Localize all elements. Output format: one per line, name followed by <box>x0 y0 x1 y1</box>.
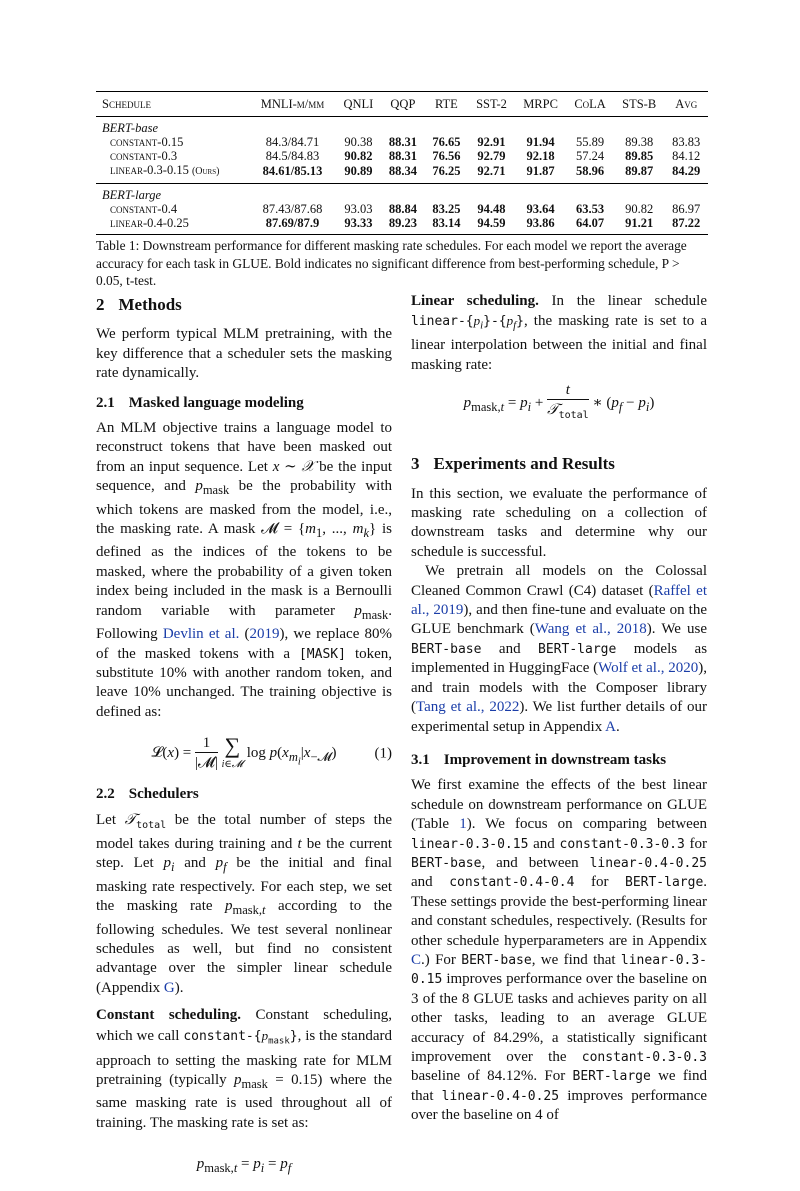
score-cell: 87.22 <box>672 216 701 230</box>
schedule-name-cell <box>96 216 249 230</box>
score-cell: 93.86 <box>526 216 555 230</box>
score-cell: 89.23 <box>388 216 417 230</box>
table-header-row <box>96 92 708 117</box>
score-cell: 83.25 <box>432 202 461 216</box>
score-cell: 92.18 <box>526 149 555 163</box>
experiments-setup-paragraph: We pretrain all models on the Colossal Cleaned Common Crawl (C4) dataset (Raffel et al., 2019), and then fine-tune and evaluate on the GLUE benchmark (Wang et al., 2018). We use BERT-base and BERT-large models as implemented in HuggingFace (Wolf et al., 2020), and train models with the Composer library (Tang et al., 2022). We list further details of our experimental setup in Appendix A. <box>411 563 708 735</box>
equation-linear: $p_{mask,t} = p_i$ + $\frac{t}{𝒯_{total}}$ ∗ $(p_f - p_i)$ <box>463 382 655 422</box>
citation-raffel[interactable]: Raffel et al., 2019 <box>411 582 707 619</box>
methods-intro: We perform typical MLM pretraining, with the key difference that a scheduler sets the masking rate dynamically. <box>96 326 392 382</box>
table-group-label: BERT-large <box>102 188 162 202</box>
experiments-intro: In this section, we evaluate the performance of masking rate scheduling on a collection of downstream tasks and determine why our schedule is successful. <box>411 485 707 560</box>
citation-tang[interactable]: Tang et al., 2022 <box>416 699 520 716</box>
table-header-cell: QNLI <box>336 92 382 117</box>
table-row <box>96 202 708 216</box>
score-cell: 91.87 <box>526 164 555 178</box>
citation-devlin-year[interactable]: 2019 <box>249 626 280 643</box>
score-cell: 90.82 <box>344 149 373 163</box>
mlm-paragraph: An MLM objective trains a language model to reconstruct tokens that have been masked out from an input sequence. Let x ∼ 𝒳 be the input sequence, and $p_{mask}$ be the probability with which tokens are masked from the model, i.e., the masking rate. A mask 𝓜 = {$m_1$, ..., $m_k$} is defined as the indices of the tokens to be masked, where the probability of a given token index being included in the mask is a Bernoulli random variable with parameter $p_{mask}$. Following Devlin et al. (2019), we replace 80% of the masked tokens with a [MASK] token, substitute 10% with another random token, and leave 10% unchanged. The training objective is defined as: <box>96 420 393 720</box>
table-spacer <box>96 230 708 235</box>
score-cell: 89.87 <box>625 164 654 178</box>
schedulers-paragraph: Let 𝒯$_{total}$ be the total number of steps the model takes during training and t be the current step. Let $p_i$ and $p_f$ be the initial and final masking rate respectively. For each step, we set the masking rate $p_{mask,t}$ according to the following schedules. We test several nonlinear schedules as well, but find no consistent advantage over the simpler linear schedule (Appendix G). <box>96 811 393 996</box>
section-heading-methods: 2 Methods <box>96 295 182 314</box>
ours-marker: (Ours) <box>191 166 220 177</box>
table-group-row <box>96 184 708 203</box>
table-row <box>96 216 708 230</box>
equation-constant: $p_{mask,t} = p_i = p_f$ <box>196 1156 292 1176</box>
score-cell: 89.38 <box>625 135 654 149</box>
score-cell: 86.97 <box>672 202 701 216</box>
right-column <box>411 292 707 1126</box>
score-cell: 92.71 <box>477 164 506 178</box>
table-row <box>96 163 708 179</box>
score-cell: 94.48 <box>477 202 506 216</box>
score-cell: 88.34 <box>388 164 417 178</box>
table-group-label: BERT-base <box>102 121 159 135</box>
score-cell: 84.5/84.83 <box>265 149 320 163</box>
table-row <box>96 149 708 163</box>
score-cell: 92.91 <box>477 135 506 149</box>
equation-number: (1) <box>374 744 392 761</box>
schedule-name-cell <box>96 163 249 179</box>
score-cell: 88.31 <box>388 135 417 149</box>
table-header-cell: Avg <box>664 92 708 117</box>
results-table-container <box>96 91 708 235</box>
schedule-name-cell <box>96 135 249 149</box>
score-cell: 92.79 <box>477 149 506 163</box>
score-cell: 76.65 <box>432 135 461 149</box>
score-cell: 58.96 <box>576 164 605 178</box>
score-cell: 64.07 <box>576 216 605 230</box>
subsection-heading-improvement: 3.1 Improvement in downstream tasks <box>411 751 667 768</box>
schedule-name: constant-0.15 <box>110 135 184 149</box>
improvement-paragraph: We first examine the effects of the best linear schedule on downstream performance on GLUE (Table 1). We focus on comparing between linear-0.3-0.15 and constant-0.3-0.3 for BERT-base, and between linear-0.4-0.25 and constant-0.4-0.4 for BERT-large. These settings provide the best-performing linear and constant schedules, respectively. (Results for other schedule hyperparameters are in Appendix C.) For BERT-base, we find that linear-0.3-0.15 improves performance over the baseline on 3 of the 8 GLUE tasks and achieves parity on all other tasks, leading to an average GLUE accuracy of 84.29%, a statistically significant improvement over the constant-0.3-0.3 baseline of 84.12%. For BERT-large we find that linear-0.4-0.25 improves performance over the baseline on 4 of <box>411 777 708 1124</box>
schedule-name-cell <box>96 202 249 216</box>
constant-scheduling-paragraph: Constant scheduling. Constant scheduling, which we call constant-$\{p_{mask}\}$, is the standard approach to setting the masking rate for MLM pretraining (typically $p_{mask} = 0.15$) where the same masking rate is used throughout all of training. The masking rate is set as: <box>96 1007 393 1131</box>
score-cell: 88.84 <box>388 202 417 216</box>
table-body <box>96 117 708 235</box>
citation-wang[interactable]: Wang et al., 2018 <box>534 621 647 638</box>
score-cell: 55.89 <box>576 135 605 149</box>
score-cell: 90.82 <box>625 202 654 216</box>
section-heading-experiments: 3 Experiments and Results <box>411 454 615 474</box>
table-row <box>96 135 708 149</box>
appendix-c-link[interactable]: C <box>411 951 422 968</box>
subsection-heading-mlm: 2.1 Masked language modeling <box>96 394 304 411</box>
schedule-name: constant-0.3 <box>110 149 178 163</box>
table-header-cell: STS-B <box>614 92 665 117</box>
score-cell: 83.14 <box>432 216 461 230</box>
appendix-g-link[interactable]: G <box>163 979 175 996</box>
score-cell: 87.69/87.9 <box>265 216 320 230</box>
score-cell: 91.94 <box>526 135 555 149</box>
score-cell: 93.03 <box>344 202 373 216</box>
table-1-link[interactable]: 1 <box>459 816 467 833</box>
score-cell: 57.24 <box>576 149 605 163</box>
schedule-name-cell <box>96 149 249 163</box>
citation-devlin[interactable]: Devlin et al. <box>162 626 240 643</box>
score-cell: 63.53 <box>576 202 605 216</box>
score-cell: 84.3/84.71 <box>265 135 320 149</box>
score-cell: 76.56 <box>432 149 461 163</box>
score-cell: 84.61/85.13 <box>262 164 323 178</box>
citation-wolf[interactable]: Wolf et al., 2020 <box>598 660 699 677</box>
appendix-a-link[interactable]: A <box>605 718 616 735</box>
score-cell: 93.64 <box>526 202 555 216</box>
score-cell: 89.85 <box>625 149 654 163</box>
table-header-cell: CoLA <box>566 92 614 117</box>
table-caption: Table 1: Downstream performance for different masking rate schedules. For each model we report the average accuracy for each task in GLUE. Bold indicates no significant difference from best-performing schedule, P > 0.05, t-test. <box>96 238 687 288</box>
score-cell: 88.31 <box>388 149 417 163</box>
score-cell: 91.21 <box>625 216 654 230</box>
left-column <box>96 292 392 1191</box>
score-cell: 93.33 <box>344 216 373 230</box>
table-header-cell: MNLI-m/mm <box>249 92 335 117</box>
score-cell: 94.59 <box>477 216 506 230</box>
schedule-name: constant-0.4 <box>110 202 178 216</box>
subsection-heading-schedulers: 2.2 Schedulers <box>96 786 199 803</box>
score-cell: 76.25 <box>432 164 461 178</box>
score-cell: 90.38 <box>344 135 373 149</box>
table-header-cell: Schedule <box>96 92 249 117</box>
table-header-cell: QQP <box>381 92 424 117</box>
score-cell: 84.29 <box>672 164 701 178</box>
schedule-name: linear-0.4-0.25 <box>110 216 189 230</box>
linear-scheduling-paragraph: Linear scheduling. In the linear schedule linear-$\{p_i\}-\{p_f\}$, the masking rate is set to a linear interpolation between the initial and final masking rate: <box>411 293 708 373</box>
table-header-cell: SST-2 <box>468 92 515 117</box>
score-cell: 87.43/87.68 <box>262 202 323 216</box>
score-cell: 83.83 <box>672 135 701 149</box>
results-table <box>96 91 708 235</box>
score-cell: 84.12 <box>672 149 701 163</box>
equation-1: 𝓛(x) = $\frac{1}{\text{|𝓜|}}$ ∑ i∈𝓜 $\log p(x_{m_i}|x_{-𝓜})$ (1) <box>151 732 392 772</box>
score-cell: 90.89 <box>344 164 373 178</box>
table-header-cell: RTE <box>425 92 468 117</box>
schedule-name: linear-0.3-0.15 <box>110 163 192 177</box>
table-group-row <box>96 117 708 136</box>
table-header-cell: MRPC <box>515 92 566 117</box>
